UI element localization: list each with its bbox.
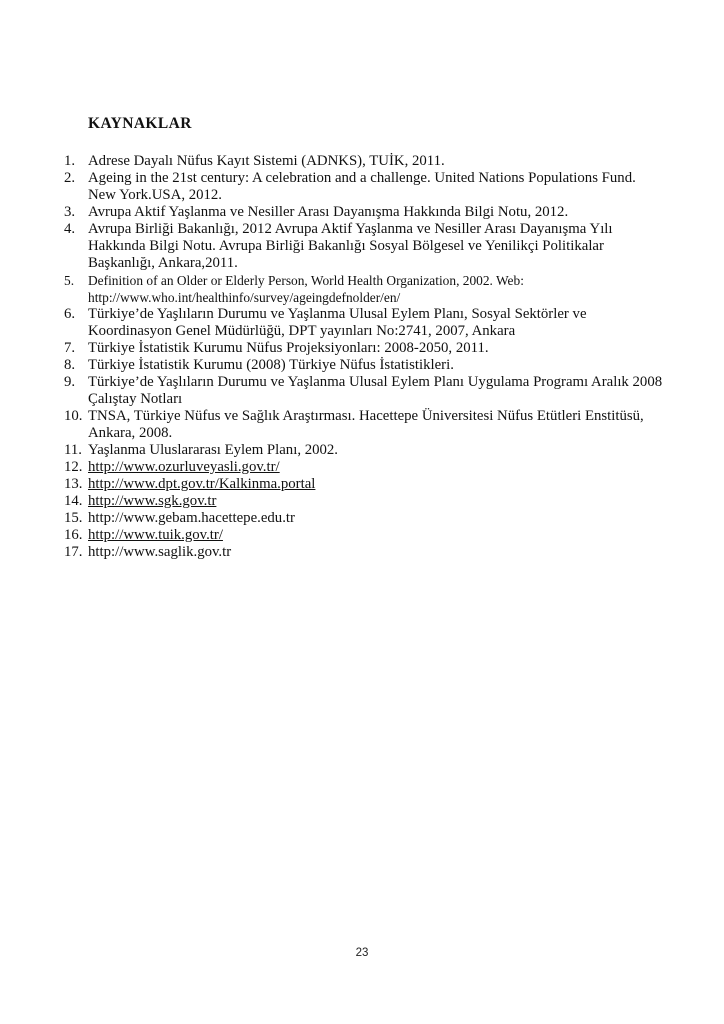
- reference-text: [88, 544, 664, 561]
- reference-item: [64, 272, 664, 306]
- reference-text-segment: Avrupa Aktif Yaşlanma ve Nesiller Arası Dayanışma Hakkında Bilgi Notu, 2012.: [88, 204, 569, 220]
- reference-number: 15.: [64, 510, 83, 526]
- reference-text: [88, 408, 664, 442]
- reference-number: 11.: [64, 442, 82, 458]
- reference-item: [64, 221, 664, 272]
- reference-item: [64, 527, 664, 544]
- reference-item: [64, 476, 664, 493]
- reference-item: [64, 153, 664, 170]
- link-url[interactable]: http://www.ozurluveyasli.gov.tr/: [88, 459, 280, 475]
- reference-item: [64, 204, 664, 221]
- link-url[interactable]: http://www.dpt.gov.tr/Kalkinma.portal: [88, 476, 316, 492]
- reference-item: [64, 374, 664, 408]
- reference-number: 3.: [64, 204, 76, 220]
- reference-item: [64, 493, 664, 510]
- reference-item: [64, 340, 664, 357]
- reference-text-segment: Türkiye İstatistik Kurumu (2008) Türkiye Nüfus İstatistikleri.: [88, 357, 454, 373]
- reference-item: [64, 357, 664, 374]
- references-list: [64, 153, 664, 561]
- reference-number: 1.: [64, 153, 76, 169]
- reference-text: [88, 357, 664, 374]
- link-url[interactable]: http://www.tuik.gov.tr/: [88, 527, 223, 543]
- reference-item: [64, 510, 664, 527]
- reference-text: [88, 374, 664, 408]
- reference-text: [88, 221, 664, 272]
- reference-item: [64, 459, 664, 476]
- reference-item: [64, 306, 664, 340]
- reference-text: [88, 476, 664, 493]
- reference-item: [64, 408, 664, 442]
- reference-number: 5.: [64, 273, 75, 288]
- reference-text-segment: Türkiye’de Yaşlıların Durumu ve Yaşlanma Ulusal Eylem Planı, Sosyal Sektörler ve Koordinasyon Genel Müdürlüğü, DPT yayınları No:2741, 2007, Ankara: [88, 306, 587, 339]
- reference-text: [88, 493, 664, 510]
- reference-number: 4.: [64, 221, 76, 237]
- reference-text: [88, 204, 664, 221]
- reference-text: [88, 459, 664, 476]
- reference-text-segment: http://www.gebam.hacettepe.edu.tr: [88, 510, 295, 526]
- reference-text: [88, 340, 664, 357]
- reference-number: 13.: [64, 476, 83, 492]
- reference-item: [64, 544, 664, 561]
- reference-text-segment: Yaşlanma Uluslararası Eylem Planı, 2002.: [88, 442, 339, 458]
- reference-number: 16.: [64, 527, 83, 543]
- reference-number: 17.: [64, 544, 83, 560]
- reference-text-segment: TNSA, Türkiye Nüfus ve Sağlık Araştırması. Hacettepe Üniversitesi Nüfus Etütleri Enstitüsü, Ankara, 2008.: [88, 408, 644, 441]
- reference-text-segment: Avrupa Birliği Bakanlığı, 2012 Avrupa Aktif Yaşlanma ve Nesiller Arası Dayanışma Yılı Hakkında Bilgi Notu. Avrupa Birliği Bakanlığı Sosyal Bölgesel ve Yenilikçi Politikalar Başkanlığı, Ankara,2011.: [88, 221, 613, 271]
- reference-text: [88, 170, 664, 204]
- link-url[interactable]: http://www.sgk.gov.tr: [88, 493, 217, 509]
- reference-item: [64, 442, 664, 459]
- reference-text-segment: Türkiye İstatistik Kurumu Nüfus Projeksiyonları: 2008-2050, 2011.: [88, 340, 489, 356]
- reference-text-segment: Definition of an Older or Elderly Person, World Health Organization, 2002. Web:: [88, 273, 524, 288]
- reference-text: [88, 153, 664, 170]
- reference-text: [88, 272, 664, 306]
- references-heading: KAYNAKLAR: [88, 115, 192, 132]
- reference-number: 9.: [64, 374, 76, 390]
- reference-number: 12.: [64, 459, 83, 475]
- page-number: 23: [355, 947, 369, 959]
- reference-text: [88, 442, 664, 459]
- reference-text: [88, 510, 664, 527]
- reference-text-segment: http://www.saglik.gov.tr: [88, 544, 232, 560]
- reference-text-segment: Adrese Dayalı Nüfus Kayıt Sistemi (ADNKS), TUİK, 2011.: [88, 153, 445, 169]
- reference-number: 14.: [64, 493, 83, 509]
- reference-item: [64, 170, 664, 204]
- reference-text: [88, 306, 664, 340]
- reference-number: 8.: [64, 357, 76, 373]
- reference-text-segment: Türkiye’de Yaşlıların Durumu ve Yaşlanma Ulusal Eylem Planı Uygulama Programı Aralık 2008 Çalıştay Notları: [88, 374, 663, 407]
- reference-text-segment: http://www.who.int/healthinfo/survey/ageingdefnolder/en/: [88, 290, 401, 305]
- reference-number: 2.: [64, 170, 76, 186]
- page-content: [64, 115, 664, 561]
- reference-number: 6.: [64, 306, 76, 322]
- reference-text: [88, 527, 664, 544]
- reference-number: 10.: [64, 408, 83, 424]
- reference-text-segment: Ageing in the 21st century: A celebration and a challenge. United Nations Populations Fund. New York.USA, 2012.: [88, 170, 636, 203]
- reference-number: 7.: [64, 340, 76, 356]
